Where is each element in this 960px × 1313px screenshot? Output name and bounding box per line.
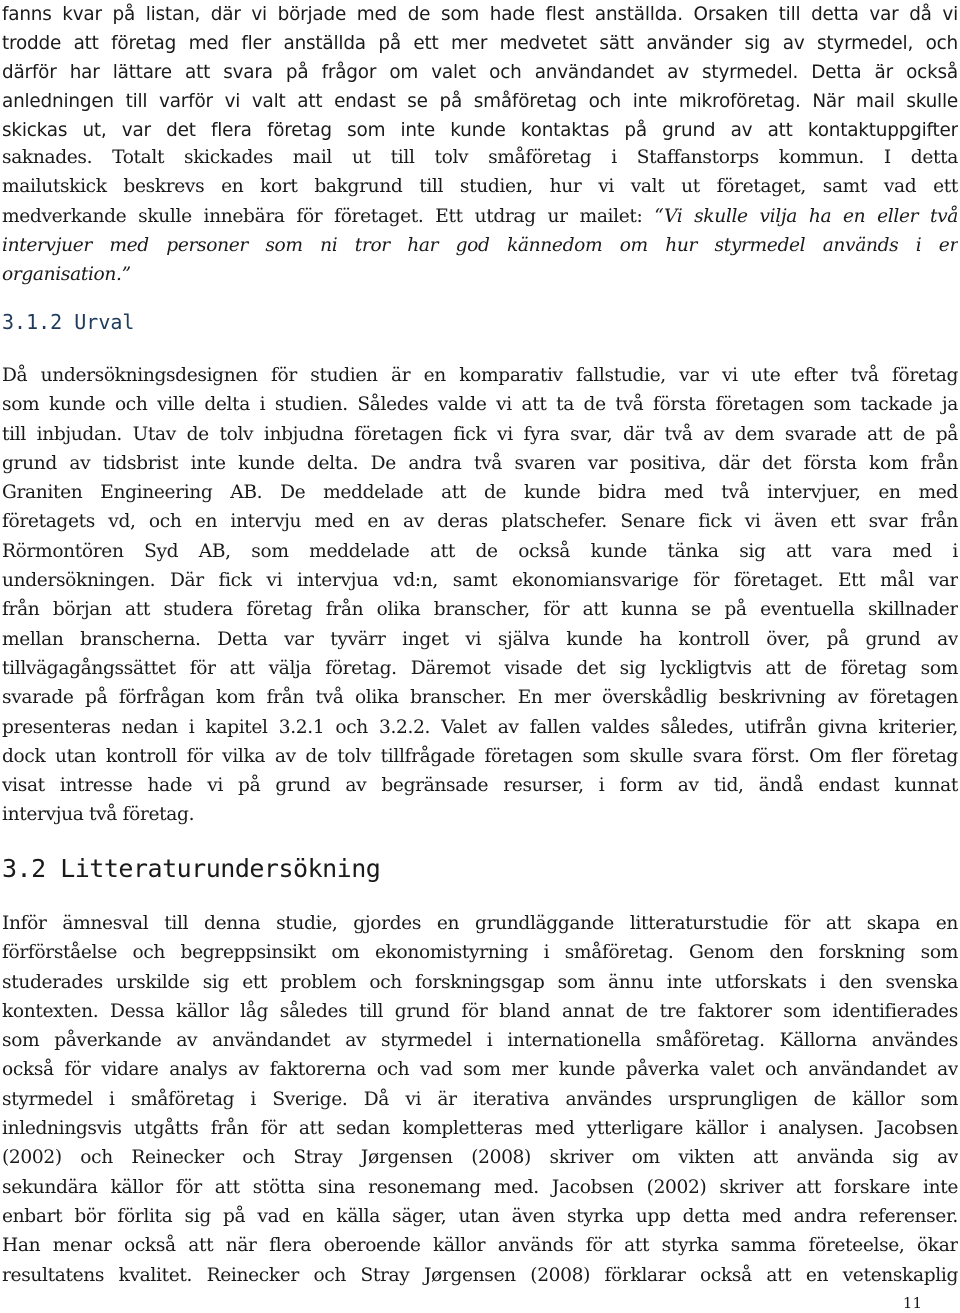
text-line-with-quote [2, 202, 958, 231]
text-line: företagets vd, och en intervju med en av deras platschefer. Senare fick vi även ett svar från [2, 511, 958, 533]
text-line: från början att studera företag från olika branscher, för att kunna se på eventuella skillnader [2, 599, 958, 621]
text-line: som kunde och ville delta i studien. Således valde vi att ta de två första företagen som tackade ja [2, 394, 958, 416]
text-line: som påverkande av användandet av styrmedel i internationella småföretag. Källorna användes [2, 1030, 958, 1052]
text-line: mailutskick beskrevs en kort bakgrund till studien, hur vi valt ut företaget, samt vad ett [2, 176, 958, 198]
quote-line [2, 260, 958, 289]
text-line: kontexten. Dessa källor låg således till grund för bland annat de tre faktorer som identifierades [2, 1000, 958, 1022]
text-line: resultatens kvalitet. Reinecker och Stray Jørgensen (2008) förklarar också att en vetenskaplig [2, 1264, 958, 1286]
intro-paragraph [2, 0, 958, 145]
text-line: studerades urskilde sig ett problem och forskningsgap som ännu inte utforskats i den svenska [2, 971, 958, 993]
text-line: styrmedel i småföretag i Sverige. Då vi är iterativa användes ursprungligen de källor som [2, 1088, 958, 1110]
text-line: visat intresse hade vi på grund av begränsade resurser, i form av tid, ändå endast kunnat [2, 775, 958, 797]
text-line: sekundära källor för att stötta sina resonemang med. Jacobsen (2002) skriver att forskare inte [2, 1176, 958, 1198]
text-segment: medverkande skulle innebära för företaget. Ett utdrag ur mailet: [2, 205, 643, 227]
text-line: enbart bör förlita sig på vad en källa säger, utan även styrka upp detta med andra referenser. [2, 1205, 958, 1227]
text-line: Han menar också att när flera oberoende källor används för att styrka samma företeelse, ökar [2, 1235, 958, 1257]
text-line: intervjua två företag. [2, 804, 195, 826]
litteratur-paragraph [2, 909, 958, 1290]
text-line: undersökningen. Där fick vi intervjua vd:n, samt ekonomiansvarige för företaget. Ett mål var [2, 570, 958, 592]
text-line: mellan branscherna. Detta var tyvärr inget vi själva kunde ha kontroll över, på grund av [2, 628, 958, 650]
text-line: tillvägagångssättet för att välja företag. Däremot visade det sig lyckligtvis att de företag som [2, 657, 958, 679]
text-line: presenteras nedan i kapitel 3.2.1 och 3.2.2. Valet av fallen valdes således, utifrån givna kriterier, [2, 716, 958, 738]
text-line: saknades. Totalt skickades mail ut till tolv småföretag i Staffanstorps kommun. I detta [2, 147, 958, 168]
text-line: till inbjudan. Utav de tolv inbjudna företagen fick vi fyra svar, där två av dem svarade att de på [2, 423, 958, 445]
urval-paragraph [2, 361, 958, 830]
text-line: Inför ämnesval till denna studie, gjordes en grundläggande litteraturstudie för att skapa en [2, 913, 958, 934]
text-line: skickas ut, var det flera företag som inte kunde kontaktas på grund av att kontaktuppgifter [2, 120, 958, 141]
text-line: också för vidare analys av faktorerna och vad som mer kunde påverka valet och användandet av [2, 1059, 958, 1081]
text-line: inledningsvis utgåtts från för att sedan kompletteras med ytterligare källor i analysen. Jacobsen [2, 1118, 958, 1140]
text-line: (2002) och Reinecker och Stray Jørgensen (2008) skriver om vikten att använda sig av [2, 1147, 958, 1169]
text-line: förförståelse och begreppsinsikt om ekonomistyrning i småföretag. Genom den forskning som [2, 942, 958, 964]
section-heading-3-2: 3.2 Litteraturundersökning [2, 854, 381, 883]
quote-line [2, 231, 958, 260]
text-line: fanns kvar på listan, där vi började med de som hade flest anställda. Orsaken till detta var då vi [2, 4, 958, 25]
page-number: 11 [902, 1294, 922, 1312]
text-line: anledningen till varför vi valt att endast se på småföretag och inte mikroföretag. När mail skulle [2, 91, 958, 112]
text-line: Då undersökningsdesignen för studien är en komparativ fallstudie, var vi ute efter två företag [2, 365, 958, 386]
quote-segment: intervjuer med personer som ni tror har god kännedom om hur styrmedel används i er [2, 234, 958, 256]
text-line: grund av tidsbrist inte kunde delta. De andra två svaren var positiva, där det första kom från [2, 452, 958, 474]
text-line: Graniten Engineering AB. De meddelade att de kunde bidra med två intervjuer, en med [2, 482, 958, 504]
section-heading-3-1-2: 3.1.2 Urval [2, 310, 135, 334]
text-line: därför har lättare att svara på frågor om valet och användandet av styrmedel. Detta är också [2, 62, 958, 83]
intro-paragraph-continued [2, 143, 958, 289]
text-line: svarade på förfrågan kom från två olika branscher. En mer överskådlig beskrivning av företagen [2, 687, 958, 709]
text-line: Rörmontören Syd AB, som meddelade att de också kunde tänka sig att vara med i [2, 540, 958, 562]
text-line: trodde att företag med fler anställda på ett mer medvetet sätt använder sig av styrmedel, och [2, 33, 958, 54]
text-line: dock utan kontroll för vilka av de tolv tillfrågade företagen som skulle svara först. Om fler företag [2, 745, 958, 767]
quote-segment: organisation.” [2, 264, 131, 286]
quote-segment: “Vi skulle vilja ha en eller två [654, 205, 958, 227]
